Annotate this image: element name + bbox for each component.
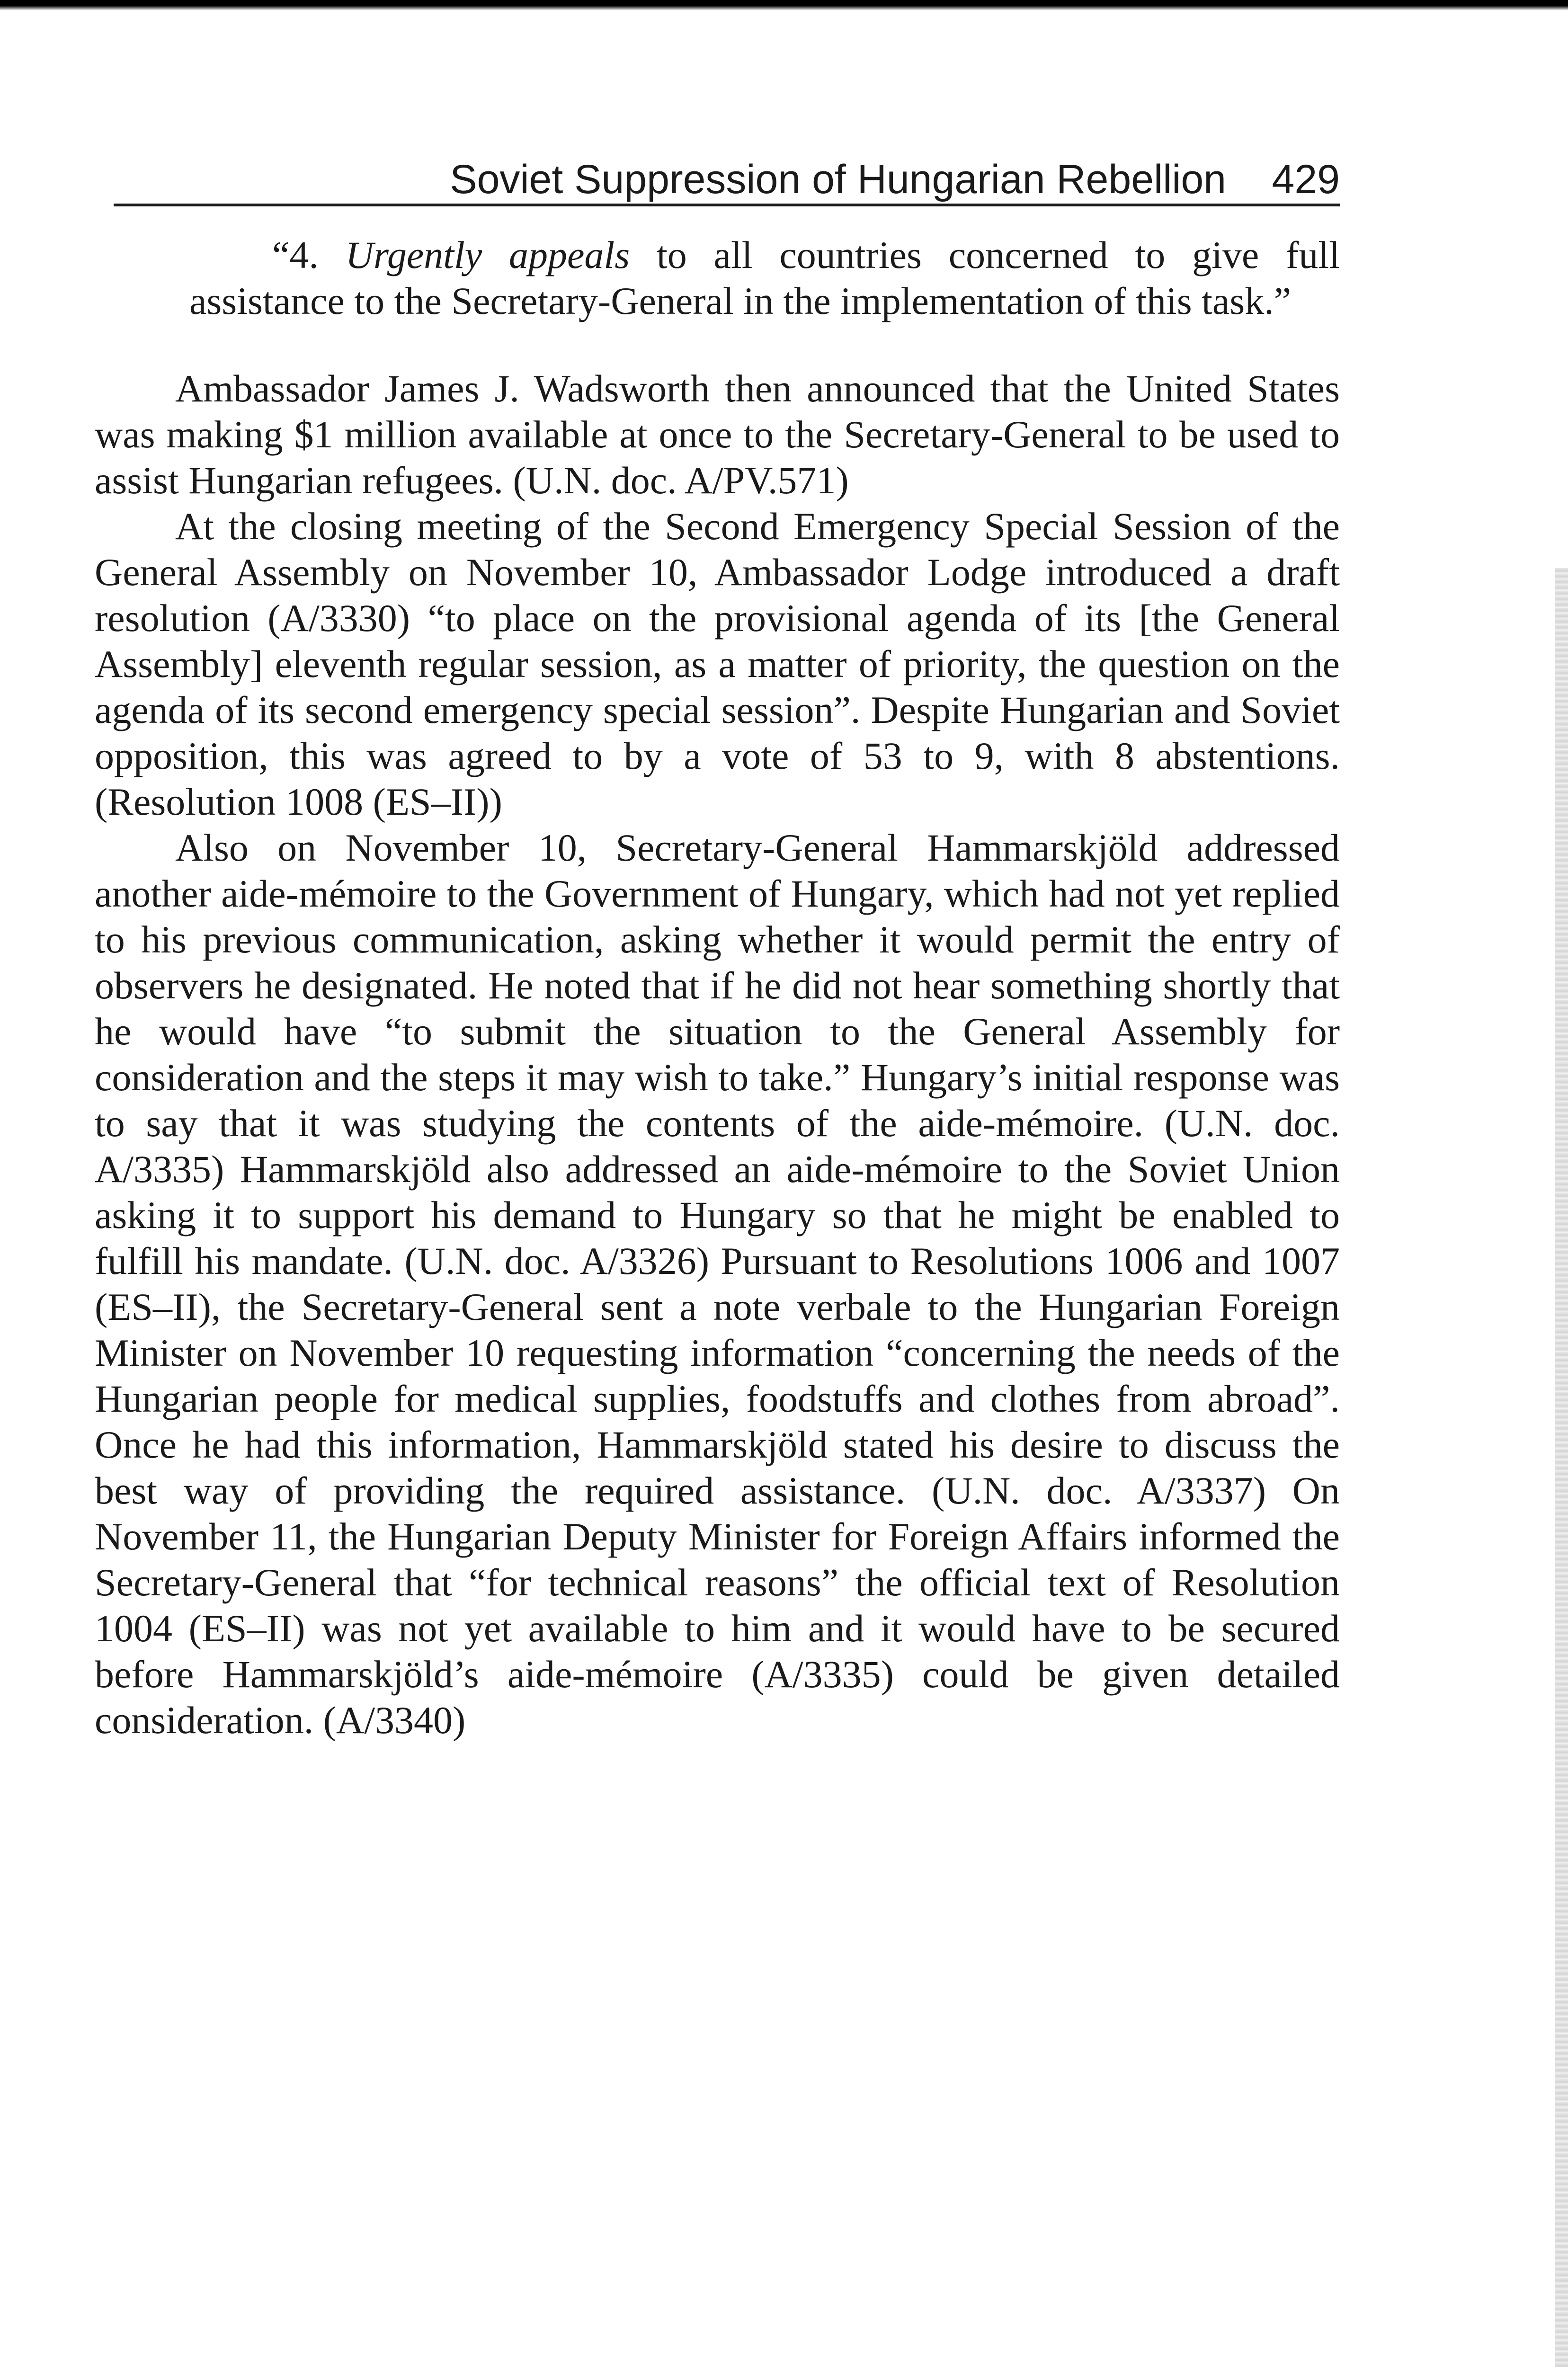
page-header: [114, 142, 1340, 206]
quote-open: “4.: [272, 233, 346, 276]
paragraph-wadsworth: Ambassador James J. Wadsworth then announced that the United States was making $1 million available at once to the Secretary-General to be used to assist Hungarian refugees. (U.N. doc. A/PV.571): [95, 367, 1340, 502]
running-title: Soviet Suppression of Hungarian Rebellion: [450, 157, 1226, 202]
quoted-resolution-clause: [95, 232, 1340, 324]
quote-emphasis: Urgently appeals: [345, 233, 630, 276]
paragraph-closing-meeting: At the closing meeting of the Second Emergency Special Session of the General Assembly on November 10, Ambassador Lodge introduced a draft resolution (A/3330) “to place on the provisional agenda of its [the General Assembly] eleventh regular session, as a matter of priority, the question on the agenda of its second emergency special session”. Despite Hungarian and Soviet opposition, this was agreed to by a vote of 53 to 9, with 8 abstentions. (Resolution 1008 (ES–II)): [95, 505, 1340, 823]
page-number: 429: [1272, 157, 1340, 202]
body-text: [95, 232, 1340, 1743]
scan-page-edge: [1555, 568, 1568, 2367]
paragraph-hammarskjold: Also on November 10, Secretary-General Hammarskjöld addressed another aide-mémoire to the Government of Hungary, which had not yet replied to his previous communication, asking whether it would permit the entry of observers he designated. He noted that if he did not hear something shortly that he would have “to submit the situation to the General Assembly for consideration and the steps it may wish to take.” Hungary’s initial response was to say that it was studying the contents of the aide-mémoire. (U.N. doc. A/3335) Hammarskjöld also addressed an aide-mémoire to the Soviet Union asking it to support his demand to Hungary so that he might be enabled to fulfill his mandate. (U.N. doc. A/3326) Pursuant to Resolutions 1006 and 1007 (ES–II), the Secretary-General sent a note verbale to the Hungarian Foreign Minister on November 10 requesting information “concerning the needs of the Hungarian people for medical supplies, foodstuffs and clothes from abroad”. Once he had this information, Hammarskjöld stated his desire to discuss the best way of providing the required assistance. (U.N. doc. A/3337) On November 11, the Hungarian Deputy Minister for Foreign Affairs informed the Secretary-General that “for technical reasons” the official text of Resolution 1004 (ES–II) was not yet available to him and it would have to be secured before Hammarskjöld’s aide-mémoire (A/3335) could be given detailed consideration. (A/3340): [95, 826, 1340, 1742]
quote-rest: to all countries concerned to give full assistance to the Secretary-General in the implementation of this task.”: [189, 233, 1340, 322]
scan-top-edge: [0, 0, 1568, 10]
